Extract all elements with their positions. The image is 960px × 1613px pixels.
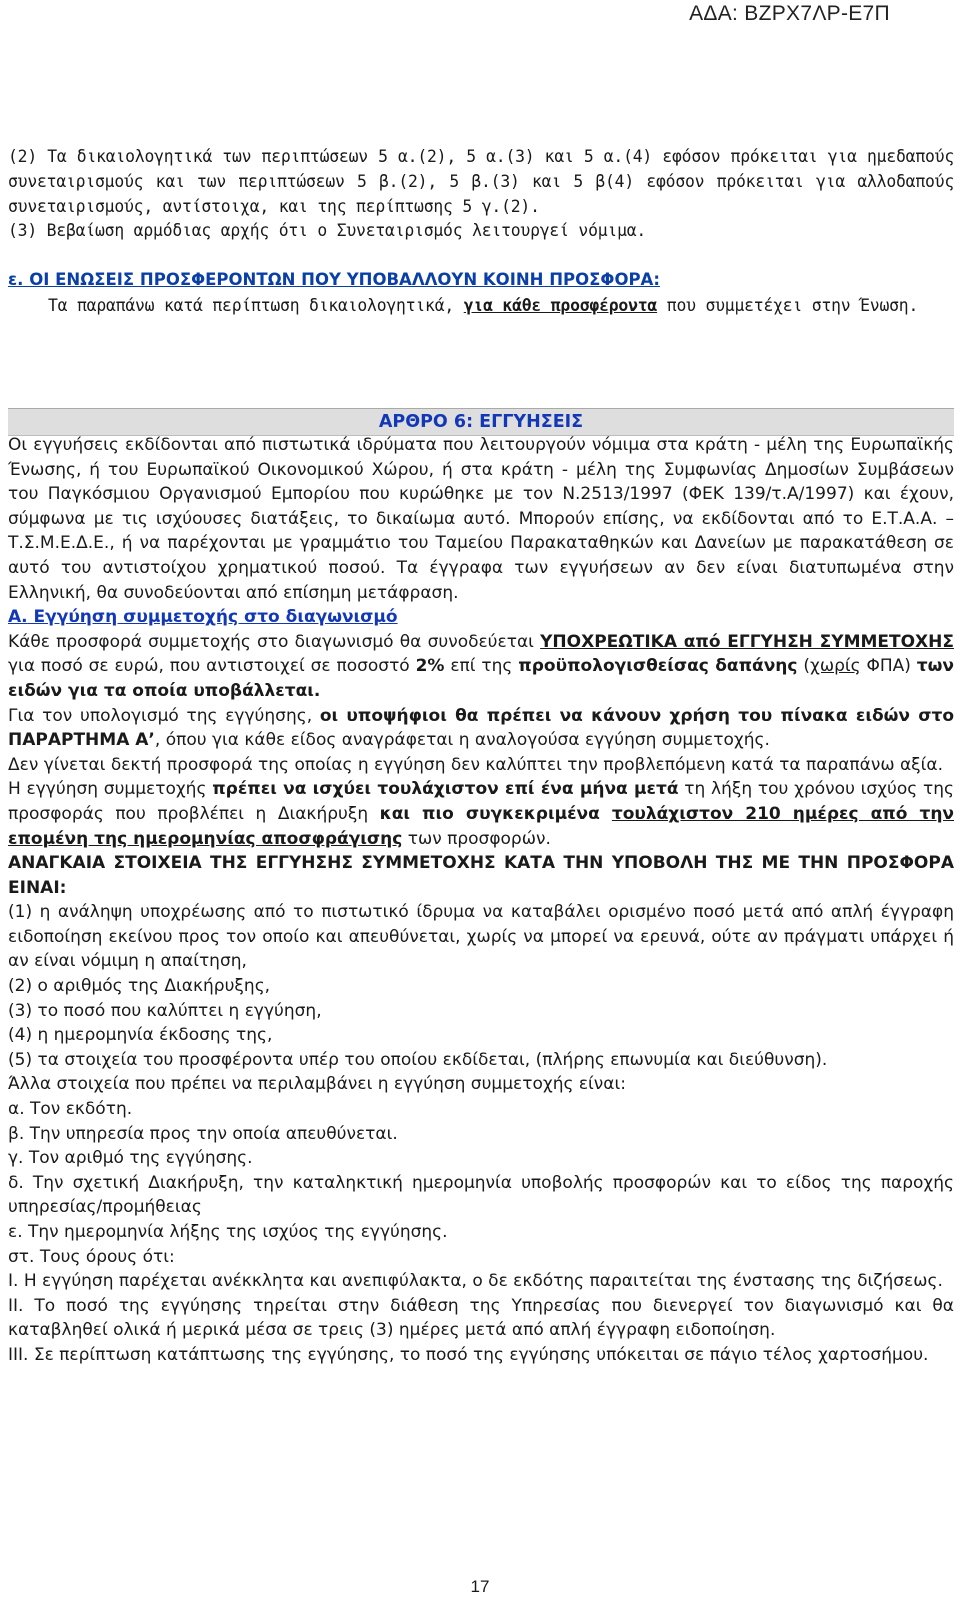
a4-part-5: τουλάχιστον 210 ημέρες από την επομένη της ημερομηνίας αποσφράγισης — [8, 803, 954, 849]
other-element-item: Ι. Η εγγύηση παρέχεται ανέκκλητα και ανεπιφύλακτα, ο δε εκδότης παραιτείται της ένστασης της διζήσεως. — [8, 1271, 943, 1292]
other-element-item: στ. Τους όρους ότι: — [8, 1246, 175, 1267]
paragraph-3: (3) Βεβαίωση αρμόδιας αρχής ότι ο Συνεταιρισμός λειτουργεί νόμιμα. — [8, 221, 647, 240]
other-element-item: ε. Την ημερομηνία λήξης της ισχύος της εγγύησης. — [8, 1222, 448, 1242]
a1-part-4: 2% — [415, 656, 445, 677]
section-a-paragraph-4 — [8, 777, 954, 851]
other-element-item: ΙΙΙ. Σε περίπτωση κατάπτωσης της εγγύησης, το ποσό της εγγύησης υπόκειται σε πάγιο τέλος χαρτοσήμου. — [8, 1344, 929, 1365]
requirement-item: (3) το ποσό που καλύπτει η εγγύηση, — [8, 1000, 322, 1021]
section-e-text-b: για κάθε προσφέροντα — [463, 295, 658, 315]
section-e-text — [8, 293, 954, 318]
requirements-title: ΑΝΑΓΚΑΙΑ ΣΤΟΙΧΕΙΑ ΤΗΣ ΕΓΓΥΗΣΗΣ ΣΥΜΜΕΤΟΧΗΣ ΚΑΤΑ ΤΗΝ ΥΠΟΒΟΛΗ ΤΗΣ ΜΕ ΤΗΝ ΠΡΟΣΦΟΡΑ ΕΙΝΑΙ: — [8, 853, 954, 898]
section-a-paragraph-2 — [8, 704, 954, 753]
requirement-item: (4) η ημερομηνία έκδοσης της, — [8, 1025, 273, 1046]
page-number: 17 — [470, 1577, 490, 1596]
guarantee-intro: Οι εγγυήσεις εκδίδονται από πιστωτικά ιδρύματα που λειτουργούν νόμιμα στα κράτη - μέλη της Ευρωπαϊκής Ένωσης, ή του Ευρωπαϊκού Οικονομικού Χώρου, ή στα κράτη - μέλη της Συμφωνίας Δημοσίων Συμβάσεων του Παγκόσμιου Οργανισμού Εμπορίου που κυρώθηκε με τον Ν.2513/1997 (ΦΕΚ 139/τ.Α/1997) και έχουν, σύμφωνα με τις ισχύουσες διατάξεις, το δικαίωμα αυτό. Μπορούν επίσης, να εκδίδονται από το Ε.Τ.Α.Α. – Τ.Σ.Μ.Ε.Δ.Ε., ή να παρέχονται με γραμμάτιο του Ταμείου Παρακαταθηκών και Δανείων με παρακατάθεση σε αυτό του αντιστοίχου χρηματικού ποσού. Τα έγγραφα των εγγυήσεων αν δεν είναι διατυπωμένα στην Ελληνική, θα συνοδεύονται από επίσημη μετάφραση. — [8, 435, 954, 603]
a2-part-2: οι υποψήφιοι θα πρέπει να κάνουν χρήση του πίνακα ειδών στο ΠΑΡΑΡΤΗΜΑ Α’ — [8, 705, 954, 751]
requirement-item: (5) τα στοιχεία του προσφέροντα υπέρ του οποίου εκδίδεται, (πλήρης επωνυμία και διεύθυνση). — [8, 1049, 828, 1070]
section-e-text-c: που συμμετέχει στην Ένωση. — [657, 295, 919, 315]
requirement-item: (1) η ανάληψη υποχρέωσης από το πιστωτικό ίδρυμα να καταβάλει ορισμένο ποσό μετά από απλή έγγραφη ειδοποίηση εκείνου προς τον οποίο και απευθύνεται, χωρίς να μπορεί να ερευνά, ούτε αν πράγματι υπάρχει ή αν είναι νόμιμη η απαίτηση, — [8, 902, 954, 972]
a1-part-8: χωρίς — [810, 656, 861, 677]
section-a-heading — [8, 605, 954, 630]
section-e-text-a: Τα παραπάνω κατά περίπτωση δικαιολογητικά, — [48, 295, 464, 315]
ada-code: ΑΔΑ: ΒΖΡΧ7ΛΡ-Ε7Π — [689, 2, 890, 25]
other-elements-intro: Άλλα στοιχεία που πρέπει να περιλαμβάνει η εγγύηση συμμετοχής είναι: — [8, 1074, 626, 1095]
other-element-item: δ. Την σχετική Διακήρυξη, την καταληκτική ημερομηνία υποβολής προσφορών και το είδος της παροχής υπηρεσίας/προμήθειας — [8, 1172, 954, 1218]
section-a-letter: Α. — [8, 607, 28, 628]
a1-part-1: Κάθε προσφορά συμμετοχής στο διαγωνισμό θα συνοδεύεται — [8, 631, 541, 652]
a4-part-2: πρέπει να ισχύει τουλάχιστον επί ένα μήνα μετά — [212, 779, 679, 800]
section-a-paragraph-3: Δεν γίνεται δεκτή προσφορά της οποίας η εγγύηση δεν καλύπτει την προβλεπόμενη κατά τα παραπάνω αξία. — [8, 754, 944, 775]
top-section — [8, 144, 954, 244]
a1-part-7: ( — [797, 656, 811, 677]
section-a-title: Εγγύηση συμμετοχής στο διαγωνισμό — [27, 607, 398, 628]
article-6-body — [8, 433, 954, 1368]
a1-part-5: επί της — [444, 656, 519, 677]
paragraph-2: (2) Τα δικαιολογητικά των περιπτώσεων 5 α.(2), 5 α.(3) και 5 α.(4) εφόσον πρόκειται για ημεδαπούς συνεταιρισμούς και των περιπτώσεων 5 β.(2), 5 β.(3) και 5 β(4) εφόσον πρόκειται για αλλοδαπούς συνεταιρισμούς, αντίστοιχα, και της περίπτωσης 5 γ.(2). — [8, 147, 954, 216]
other-element-item: γ. Τον αριθμό της εγγύησης. — [8, 1148, 253, 1169]
other-element-item: β. Την υπηρεσία προς την οποία απευθύνεται. — [8, 1123, 398, 1144]
section-e-title — [8, 268, 954, 293]
a2-part-3: , όπου για κάθε είδος αναγράφεται η αναλογούσα εγγύηση συμμετοχής. — [154, 730, 770, 751]
section-e — [8, 268, 954, 318]
other-element-item: ΙΙ. Το ποσό της εγγύησης τηρείται στην διάθεση της Υπηρεσίας που διενεργεί τον διαγωνισμό και θα καταβληθεί ολικά ή μερικά μέσα σε τρεις (3) ημέρες μετά από απλή έγγραφη ειδοποίηση. — [8, 1295, 954, 1341]
requirement-item: (2) ο αριθμός της Διακήρυξης, — [8, 976, 271, 997]
other-element-item: α. Τον εκδότη. — [8, 1099, 133, 1120]
a4-part-3: τη λήξη του χρόνου ισχύος της προσφοράς που προβλέπει η Διακήρυξη — [8, 779, 954, 824]
a4-part-4: και πιο συγκεκριμένα — [379, 803, 612, 824]
a1-part-9: ΦΠΑ) — [860, 656, 917, 677]
a1-part-3: για ποσό σε ευρώ, που αντιστοιχεί σε ποσοστό — [8, 656, 416, 677]
section-a-paragraph-1 — [8, 630, 954, 704]
a4-part-1: Η εγγύηση συμμετοχής — [8, 779, 213, 800]
section-e-title-text: ε. ΟΙ ΕΝΩΣΕΙΣ ΠΡΟΣΦΕΡΟΝΤΩΝ ΠΟΥ ΥΠΟΒΑΛΛΟΥΝ ΚΟΙΝΗ ΠΡΟΣΦΟΡΑ: — [8, 270, 660, 289]
a2-part-1: Για τον υπολογισμό της εγγύησης, — [8, 705, 320, 726]
article-6-header: ΑΡΘΡΟ 6: ΕΓΓΥΗΣΕΙΣ — [8, 408, 954, 436]
a4-part-6: των προσφορών. — [402, 828, 551, 849]
a1-part-2: ΥΠΟΧΡΕΩΤΙΚΑ από ΕΓΓΥΗΣΗ ΣΥΜΜΕΤΟΧΗΣ — [540, 631, 955, 652]
a1-part-10: των ειδών για τα οποία υποβάλλεται. — [8, 656, 955, 701]
a1-part-6: προϋπολογισθείσας δαπάνης — [518, 656, 798, 677]
